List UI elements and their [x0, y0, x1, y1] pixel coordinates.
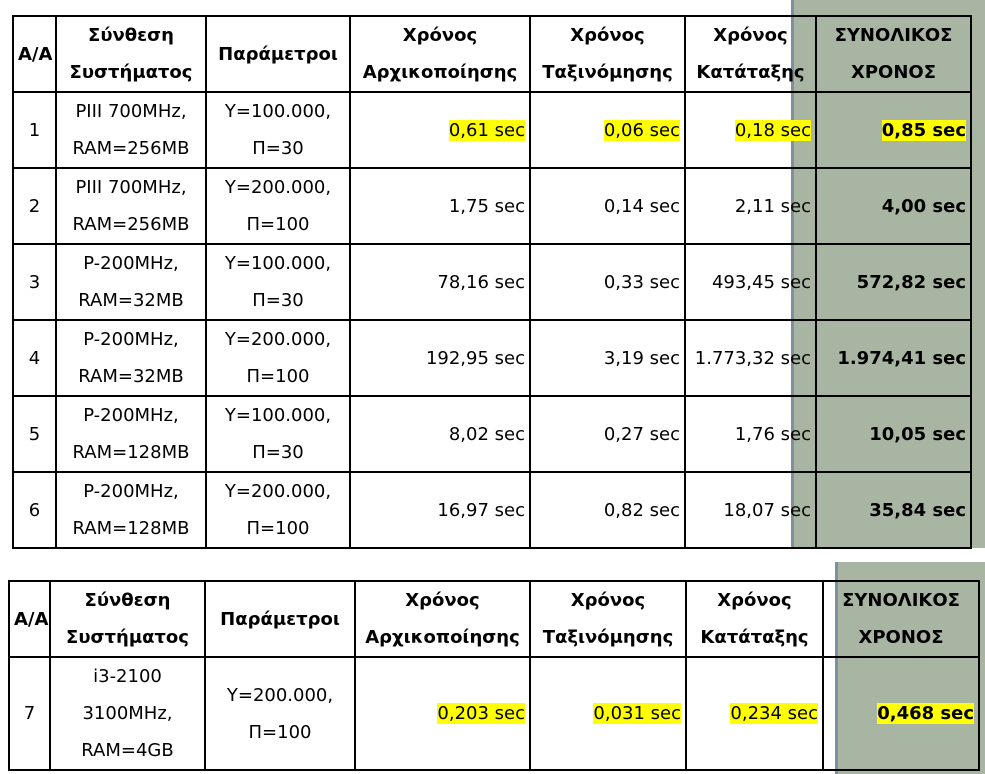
sort-time-value: 3,19 sec — [603, 347, 680, 369]
table-row — [13, 472, 971, 548]
col-header-total: ΣΥΝΟΛΙΚΟΣ ΧΡΟΝΟΣ — [816, 16, 971, 92]
col-header-aa: Α/Α — [13, 16, 56, 92]
col-header-system: Σύνθεση Συστήματος — [50, 581, 205, 657]
system-config-line: RAM=256MB — [72, 214, 190, 235]
total-time-value: 10,05 sec — [869, 423, 966, 445]
col-header-system: Σύνθεση Συστήματος — [56, 16, 206, 92]
system-config-cell — [50, 657, 205, 770]
params-cell — [205, 657, 355, 770]
system-config-line: P-200MHz, — [83, 481, 179, 502]
timing-table-2 — [8, 580, 980, 771]
sort-time-value: 0,14 sec — [603, 195, 680, 217]
system-config-line: RAM=32MB — [78, 290, 184, 311]
params-line: Υ=200.000, — [224, 329, 332, 350]
sort-time-cell — [530, 168, 685, 244]
init-time-value: 192,95 sec — [425, 347, 525, 369]
row-number: 5 — [13, 396, 56, 472]
system-config-line: P-200MHz, — [83, 329, 179, 350]
total-time-cell — [816, 472, 971, 548]
params-line: Υ=200.000, — [224, 177, 332, 198]
system-config-cell — [56, 244, 206, 320]
rank-time-value: 2,11 sec — [734, 195, 811, 217]
init-time-value: 8,02 sec — [448, 423, 525, 445]
header-row — [13, 16, 971, 92]
init-time-value: 0,203 sec — [437, 703, 525, 724]
rank-time-value: 1.773,32 sec — [694, 347, 811, 369]
init-time-cell — [350, 320, 530, 396]
total-time-value: 4,00 sec — [881, 195, 966, 217]
table-row — [9, 657, 979, 770]
timing-table-1 — [12, 15, 972, 549]
init-time-value: 16,97 sec — [437, 499, 525, 521]
system-config-line: i3-2100 — [93, 666, 162, 687]
table-row — [13, 92, 971, 168]
row-number: 3 — [13, 244, 56, 320]
params-line: Π=100 — [248, 721, 312, 743]
col-header-rank: Χρόνος Κατάταξης — [686, 581, 823, 657]
system-config-cell — [56, 92, 206, 168]
system-config-line: RAM=128MB — [72, 442, 190, 463]
total-time-value: 1.974,41 sec — [837, 347, 966, 369]
total-time-cell — [823, 657, 979, 770]
params-line: Π=100 — [246, 518, 310, 539]
col-header-init: Χρόνος Αρχικοποίησης — [350, 16, 530, 92]
sort-time-cell — [530, 92, 685, 168]
init-time-cell — [350, 244, 530, 320]
init-time-cell — [350, 472, 530, 548]
params-line: Π=30 — [252, 290, 304, 311]
params-line: Π=100 — [246, 214, 310, 235]
total-time-value: 572,82 sec — [856, 271, 966, 293]
params-cell — [206, 92, 350, 168]
total-time-cell — [816, 168, 971, 244]
params-line: Υ=100.000, — [224, 405, 332, 426]
sort-time-cell — [530, 244, 685, 320]
rank-time-value: 493,45 sec — [711, 271, 811, 293]
total-time-cell — [816, 244, 971, 320]
col-header-params: Παράμετροι — [205, 581, 355, 657]
col-header-init: Χρόνος Αρχικοποίησης — [355, 581, 530, 657]
params-cell — [206, 244, 350, 320]
total-time-cell — [816, 320, 971, 396]
init-time-value: 0,61 sec — [448, 119, 525, 141]
sort-time-cell — [530, 472, 685, 548]
rank-time-cell — [686, 657, 823, 770]
rank-time-cell — [685, 472, 816, 548]
col-header-rank: Χρόνος Κατάταξης — [685, 16, 816, 92]
params-line: Π=30 — [252, 442, 304, 463]
table-row — [13, 168, 971, 244]
col-header-sort: Χρόνος Ταξινόμησης — [530, 581, 686, 657]
header-row — [9, 581, 979, 657]
system-config-line: PIII 700MHz, — [75, 101, 187, 122]
params-line: Υ=200.000, — [226, 684, 334, 706]
sort-time-value: 0,27 sec — [603, 423, 680, 445]
sort-time-cell — [530, 320, 685, 396]
params-line: Υ=100.000, — [224, 253, 332, 274]
col-header-total: ΣΥΝΟΛΙΚΟΣ ΧΡΟΝΟΣ — [823, 581, 979, 657]
rank-time-value: 1,76 sec — [734, 423, 811, 445]
params-cell — [206, 320, 350, 396]
system-config-line: RAM=32MB — [78, 366, 184, 387]
rank-time-cell — [685, 92, 816, 168]
system-config-cell — [56, 320, 206, 396]
sort-time-value: 0,06 sec — [603, 119, 680, 141]
table-row — [13, 244, 971, 320]
system-config-line: RAM=256MB — [72, 138, 190, 159]
rank-time-cell — [685, 320, 816, 396]
system-config-line: P-200MHz, — [83, 405, 179, 426]
system-config-cell — [56, 168, 206, 244]
row-number: 6 — [13, 472, 56, 548]
sort-time-value: 0,031 sec — [593, 703, 681, 724]
params-cell — [206, 472, 350, 548]
total-time-value: 35,84 sec — [869, 499, 966, 521]
sort-time-cell — [530, 396, 685, 472]
rank-time-cell — [685, 244, 816, 320]
table-row — [13, 320, 971, 396]
params-cell — [206, 396, 350, 472]
system-config-line: RAM=128MB — [72, 518, 190, 539]
params-line: Υ=100.000, — [224, 101, 332, 122]
total-time-value: 0,85 sec — [881, 119, 966, 141]
params-cell — [206, 168, 350, 244]
params-line: Π=30 — [252, 138, 304, 159]
init-time-cell — [350, 396, 530, 472]
sort-time-value: 0,33 sec — [603, 271, 680, 293]
system-config-line: RAM=4GB — [81, 740, 174, 761]
system-config-line: 3100MHz, — [82, 703, 173, 724]
table-row — [13, 396, 971, 472]
rank-time-value: 0,18 sec — [734, 119, 811, 141]
row-number: 7 — [9, 657, 50, 770]
sort-time-cell — [530, 657, 686, 770]
init-time-value: 1,75 sec — [448, 195, 525, 217]
params-line: Π=100 — [246, 366, 310, 387]
row-number: 2 — [13, 168, 56, 244]
col-header-params: Παράμετροι — [206, 16, 350, 92]
rank-time-value: 0,234 sec — [730, 703, 818, 724]
row-number: 1 — [13, 92, 56, 168]
init-time-cell — [350, 168, 530, 244]
rank-time-cell — [685, 396, 816, 472]
rank-time-cell — [685, 168, 816, 244]
system-config-cell — [56, 472, 206, 548]
system-config-cell — [56, 396, 206, 472]
total-time-cell — [816, 92, 971, 168]
rank-time-value: 18,07 sec — [723, 499, 811, 521]
init-time-value: 78,16 sec — [437, 271, 525, 293]
system-config-line: P-200MHz, — [83, 253, 179, 274]
init-time-cell — [355, 657, 530, 770]
system-config-line: PIII 700MHz, — [75, 177, 187, 198]
col-header-aa: Α/Α — [9, 581, 50, 657]
total-time-cell — [816, 396, 971, 472]
row-number: 4 — [13, 320, 56, 396]
sort-time-value: 0,82 sec — [603, 499, 680, 521]
col-header-sort: Χρόνος Ταξινόμησης — [530, 16, 685, 92]
params-line: Υ=200.000, — [224, 481, 332, 502]
total-time-value: 0,468 sec — [877, 703, 974, 724]
init-time-cell — [350, 92, 530, 168]
